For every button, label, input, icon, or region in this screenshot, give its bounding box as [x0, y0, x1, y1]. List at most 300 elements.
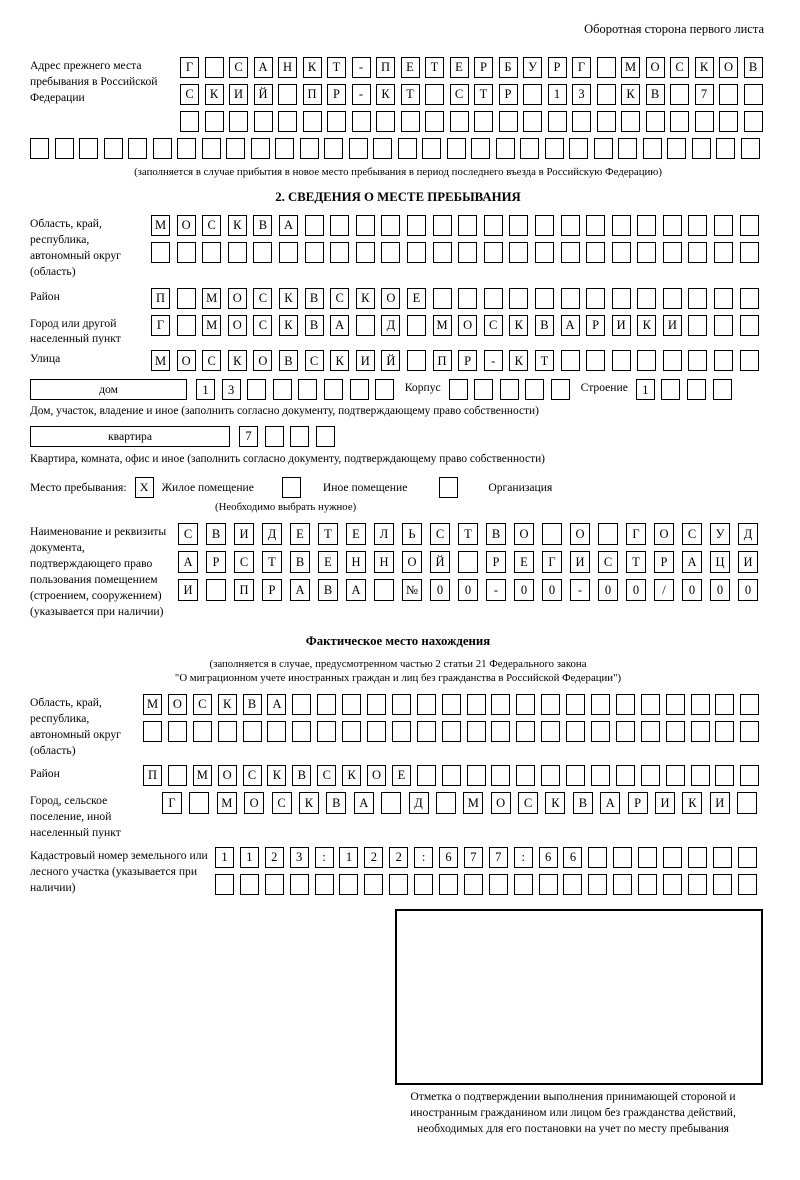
char-cell[interactable]: О [570, 523, 590, 545]
char-cell[interactable]: А [600, 792, 620, 814]
char-cell[interactable] [364, 874, 383, 895]
char-cell[interactable] [254, 111, 273, 132]
char-cell[interactable]: О [228, 315, 247, 336]
char-cell[interactable] [535, 242, 554, 263]
char-cell[interactable] [305, 215, 324, 236]
char-cell[interactable]: Б [499, 57, 518, 78]
char-cell[interactable] [637, 350, 656, 371]
char-cell[interactable] [218, 721, 237, 742]
char-cell[interactable] [509, 288, 528, 309]
char-cell[interactable] [464, 874, 483, 895]
char-cell[interactable]: К [228, 215, 247, 236]
char-cell[interactable]: О [228, 288, 247, 309]
char-cell[interactable]: В [243, 694, 262, 715]
char-cell[interactable]: Н [374, 551, 394, 573]
char-cell[interactable] [663, 350, 682, 371]
char-cell[interactable] [598, 523, 618, 545]
char-cell[interactable]: П [234, 579, 254, 601]
char-cell[interactable] [168, 765, 187, 786]
char-cell[interactable] [442, 694, 461, 715]
char-cell[interactable]: 0 [542, 579, 562, 601]
char-cell[interactable]: Д [409, 792, 429, 814]
char-cell[interactable] [433, 215, 452, 236]
char-cell[interactable] [228, 242, 247, 263]
char-cell[interactable]: 0 [710, 579, 730, 601]
char-cell[interactable]: М [202, 315, 221, 336]
char-cell[interactable] [516, 694, 535, 715]
char-cell[interactable] [638, 874, 657, 895]
char-cell[interactable]: С [682, 523, 702, 545]
char-cell[interactable] [541, 694, 560, 715]
char-cell[interactable]: К [267, 765, 286, 786]
char-cell[interactable] [30, 138, 49, 159]
char-cell[interactable] [687, 379, 706, 400]
char-cell[interactable] [667, 138, 686, 159]
char-cell[interactable] [561, 242, 580, 263]
char-cell[interactable] [646, 111, 665, 132]
char-cell[interactable] [278, 84, 297, 105]
char-cell[interactable]: Д [262, 523, 282, 545]
char-cell[interactable]: О [719, 57, 738, 78]
char-cell[interactable] [177, 138, 196, 159]
char-cell[interactable] [688, 315, 707, 336]
char-cell[interactable]: 3 [572, 84, 591, 105]
char-cell[interactable] [458, 242, 477, 263]
char-cell[interactable]: О [177, 215, 196, 236]
char-cell[interactable] [374, 579, 394, 601]
char-cell[interactable] [467, 721, 486, 742]
char-cell[interactable]: О [253, 350, 272, 371]
char-cell[interactable] [616, 721, 635, 742]
char-cell[interactable]: П [433, 350, 452, 371]
char-cell[interactable] [151, 242, 170, 263]
char-cell[interactable]: К [205, 84, 224, 105]
char-cell[interactable] [612, 215, 631, 236]
char-cell[interactable] [425, 84, 444, 105]
char-cell[interactable] [551, 379, 570, 400]
char-cell[interactable] [317, 721, 336, 742]
char-cell[interactable]: Р [628, 792, 648, 814]
char-cell[interactable] [298, 379, 317, 400]
char-cell[interactable]: О [402, 551, 422, 573]
char-cell[interactable]: М [151, 215, 170, 236]
char-cell[interactable]: Р [548, 57, 567, 78]
char-cell[interactable] [79, 138, 98, 159]
char-cell[interactable]: 0 [598, 579, 618, 601]
char-cell[interactable]: 0 [458, 579, 478, 601]
char-cell[interactable]: Г [162, 792, 182, 814]
char-cell[interactable] [663, 242, 682, 263]
char-cell[interactable] [303, 111, 322, 132]
char-cell[interactable] [417, 721, 436, 742]
char-cell[interactable] [356, 315, 375, 336]
char-cell[interactable] [417, 765, 436, 786]
char-cell[interactable] [663, 847, 682, 868]
char-cell[interactable] [265, 426, 284, 447]
char-cell[interactable]: Е [318, 551, 338, 573]
char-cell[interactable] [292, 721, 311, 742]
char-cell[interactable] [566, 721, 585, 742]
char-cell[interactable] [449, 379, 468, 400]
char-cell[interactable] [324, 138, 343, 159]
char-cell[interactable]: О [458, 315, 477, 336]
char-cell[interactable] [688, 847, 707, 868]
char-cell[interactable]: В [535, 315, 554, 336]
char-cell[interactable]: А [682, 551, 702, 573]
char-cell[interactable] [597, 111, 616, 132]
char-cell[interactable]: 0 [626, 579, 646, 601]
char-cell[interactable] [586, 215, 605, 236]
char-cell[interactable]: В [206, 523, 226, 545]
char-cell[interactable]: 7 [695, 84, 714, 105]
char-cell[interactable]: М [202, 288, 221, 309]
char-cell[interactable] [205, 111, 224, 132]
char-cell[interactable] [474, 379, 493, 400]
char-cell[interactable] [695, 111, 714, 132]
char-cell[interactable]: К [279, 288, 298, 309]
char-cell[interactable] [342, 694, 361, 715]
char-cell[interactable]: Е [450, 57, 469, 78]
char-cell[interactable]: Е [407, 288, 426, 309]
char-cell[interactable] [542, 523, 562, 545]
char-cell[interactable]: Е [290, 523, 310, 545]
char-cell[interactable]: 0 [430, 579, 450, 601]
char-cell[interactable]: О [367, 765, 386, 786]
char-cell[interactable]: 7 [239, 426, 258, 447]
char-cell[interactable] [638, 847, 657, 868]
char-cell[interactable] [265, 874, 284, 895]
char-cell[interactable]: Л [374, 523, 394, 545]
char-cell[interactable] [566, 765, 585, 786]
char-cell[interactable] [215, 874, 234, 895]
char-cell[interactable] [714, 350, 733, 371]
char-cell[interactable] [367, 721, 386, 742]
char-cell[interactable]: Е [514, 551, 534, 573]
char-cell[interactable] [350, 379, 369, 400]
char-cell[interactable]: Р [458, 350, 477, 371]
char-cell[interactable]: С [234, 551, 254, 573]
char-cell[interactable]: В [253, 215, 272, 236]
char-cell[interactable]: Е [346, 523, 366, 545]
char-cell[interactable]: К [279, 315, 298, 336]
char-cell[interactable]: К [695, 57, 714, 78]
char-cell[interactable] [474, 111, 493, 132]
char-cell[interactable] [398, 138, 417, 159]
char-cell[interactable]: М [143, 694, 162, 715]
char-cell[interactable]: П [303, 84, 322, 105]
checkbox-other-premises[interactable] [282, 477, 301, 498]
char-cell[interactable]: В [486, 523, 506, 545]
char-cell[interactable] [744, 111, 763, 132]
char-cell[interactable]: О [654, 523, 674, 545]
char-cell[interactable] [442, 721, 461, 742]
char-cell[interactable]: С [253, 315, 272, 336]
char-cell[interactable]: С [202, 215, 221, 236]
char-cell[interactable] [491, 694, 510, 715]
char-cell[interactable] [381, 792, 401, 814]
char-cell[interactable]: С [178, 523, 198, 545]
char-cell[interactable] [545, 138, 564, 159]
char-cell[interactable]: Р [327, 84, 346, 105]
char-cell[interactable] [484, 215, 503, 236]
char-cell[interactable] [305, 242, 324, 263]
char-cell[interactable] [612, 288, 631, 309]
char-cell[interactable] [744, 84, 763, 105]
char-cell[interactable] [738, 847, 757, 868]
char-cell[interactable] [153, 138, 172, 159]
char-cell[interactable]: Т [318, 523, 338, 545]
char-cell[interactable]: И [570, 551, 590, 573]
char-cell[interactable] [714, 288, 733, 309]
char-cell[interactable] [523, 111, 542, 132]
char-cell[interactable] [471, 138, 490, 159]
char-cell[interactable]: Г [542, 551, 562, 573]
char-cell[interactable] [407, 315, 426, 336]
char-cell[interactable] [643, 138, 662, 159]
char-cell[interactable]: В [290, 551, 310, 573]
char-cell[interactable] [330, 215, 349, 236]
char-cell[interactable]: О [381, 288, 400, 309]
char-cell[interactable]: 1 [548, 84, 567, 105]
char-cell[interactable]: Г [180, 57, 199, 78]
char-cell[interactable] [616, 694, 635, 715]
char-cell[interactable]: С [253, 288, 272, 309]
char-cell[interactable]: Г [572, 57, 591, 78]
char-cell[interactable]: Н [346, 551, 366, 573]
char-cell[interactable]: О [168, 694, 187, 715]
char-cell[interactable] [740, 215, 759, 236]
char-cell[interactable]: 2 [364, 847, 383, 868]
char-cell[interactable] [740, 765, 759, 786]
char-cell[interactable] [591, 765, 610, 786]
char-cell[interactable]: А [354, 792, 374, 814]
char-cell[interactable] [251, 138, 270, 159]
char-cell[interactable]: 1 [636, 379, 655, 400]
char-cell[interactable] [618, 138, 637, 159]
checkbox-organization[interactable] [439, 477, 458, 498]
char-cell[interactable] [713, 379, 732, 400]
char-cell[interactable] [407, 350, 426, 371]
char-cell[interactable]: У [710, 523, 730, 545]
char-cell[interactable]: Т [425, 57, 444, 78]
char-cell[interactable] [229, 111, 248, 132]
char-cell[interactable]: С [317, 765, 336, 786]
char-cell[interactable]: И [178, 579, 198, 601]
char-cell[interactable]: № [402, 579, 422, 601]
char-cell[interactable] [177, 288, 196, 309]
char-cell[interactable] [715, 721, 734, 742]
char-cell[interactable] [740, 350, 759, 371]
char-cell[interactable]: М [151, 350, 170, 371]
char-cell[interactable]: Т [626, 551, 646, 573]
char-cell[interactable] [715, 765, 734, 786]
char-cell[interactable] [442, 765, 461, 786]
char-cell[interactable]: 3 [222, 379, 241, 400]
char-cell[interactable] [535, 215, 554, 236]
char-cell[interactable] [267, 721, 286, 742]
char-cell[interactable]: С [193, 694, 212, 715]
char-cell[interactable]: 2 [265, 847, 284, 868]
char-cell[interactable] [290, 426, 309, 447]
char-cell[interactable] [691, 765, 710, 786]
char-cell[interactable] [740, 242, 759, 263]
char-cell[interactable] [591, 694, 610, 715]
char-cell[interactable] [467, 694, 486, 715]
char-cell[interactable] [376, 111, 395, 132]
char-cell[interactable] [327, 111, 346, 132]
char-cell[interactable]: М [621, 57, 640, 78]
char-cell[interactable] [691, 721, 710, 742]
char-cell[interactable]: К [228, 350, 247, 371]
char-cell[interactable] [177, 242, 196, 263]
char-cell[interactable] [189, 792, 209, 814]
char-cell[interactable] [491, 765, 510, 786]
char-cell[interactable]: Р [474, 57, 493, 78]
char-cell[interactable]: 1 [339, 847, 358, 868]
char-cell[interactable] [315, 874, 334, 895]
char-cell[interactable] [541, 721, 560, 742]
char-cell[interactable]: И [738, 551, 758, 573]
char-cell[interactable] [392, 694, 411, 715]
char-cell[interactable]: О [177, 350, 196, 371]
char-cell[interactable]: Е [392, 765, 411, 786]
char-cell[interactable]: С [430, 523, 450, 545]
char-cell[interactable] [716, 138, 735, 159]
char-cell[interactable]: / [654, 579, 674, 601]
char-cell[interactable] [688, 874, 707, 895]
char-cell[interactable] [55, 138, 74, 159]
char-cell[interactable]: И [229, 84, 248, 105]
char-cell[interactable]: Т [474, 84, 493, 105]
char-cell[interactable] [401, 111, 420, 132]
char-cell[interactable] [637, 215, 656, 236]
char-cell[interactable]: А [561, 315, 580, 336]
char-cell[interactable]: И [710, 792, 730, 814]
char-cell[interactable]: 3 [290, 847, 309, 868]
char-cell[interactable] [202, 138, 221, 159]
char-cell[interactable] [641, 694, 660, 715]
char-cell[interactable]: 1 [196, 379, 215, 400]
char-cell[interactable] [666, 765, 685, 786]
char-cell[interactable]: Р [654, 551, 674, 573]
char-cell[interactable] [509, 242, 528, 263]
char-cell[interactable]: П [143, 765, 162, 786]
char-cell[interactable] [128, 138, 147, 159]
char-cell[interactable]: Р [262, 579, 282, 601]
char-cell[interactable] [714, 215, 733, 236]
char-cell[interactable] [719, 111, 738, 132]
char-cell[interactable] [539, 874, 558, 895]
char-cell[interactable] [356, 215, 375, 236]
char-cell[interactable]: М [433, 315, 452, 336]
char-cell[interactable]: С [598, 551, 618, 573]
char-cell[interactable] [713, 847, 732, 868]
char-cell[interactable] [616, 765, 635, 786]
char-cell[interactable] [541, 765, 560, 786]
char-cell[interactable]: 6 [539, 847, 558, 868]
char-cell[interactable] [670, 111, 689, 132]
char-cell[interactable]: - [352, 84, 371, 105]
char-cell[interactable] [666, 721, 685, 742]
char-cell[interactable]: О [491, 792, 511, 814]
char-cell[interactable]: 1 [240, 847, 259, 868]
char-cell[interactable]: А [346, 579, 366, 601]
char-cell[interactable]: Т [327, 57, 346, 78]
char-cell[interactable] [226, 138, 245, 159]
char-cell[interactable]: А [330, 315, 349, 336]
char-cell[interactable] [381, 215, 400, 236]
char-cell[interactable]: Ь [402, 523, 422, 545]
char-cell[interactable]: С [202, 350, 221, 371]
char-cell[interactable] [356, 242, 375, 263]
char-cell[interactable] [273, 379, 292, 400]
char-cell[interactable] [613, 847, 632, 868]
char-cell[interactable]: Й [430, 551, 450, 573]
char-cell[interactable] [525, 379, 544, 400]
char-cell[interactable] [407, 242, 426, 263]
char-cell[interactable] [569, 138, 588, 159]
char-cell[interactable] [417, 694, 436, 715]
char-cell[interactable] [300, 138, 319, 159]
char-cell[interactable]: К [682, 792, 702, 814]
char-cell[interactable] [666, 694, 685, 715]
char-cell[interactable] [352, 111, 371, 132]
char-cell[interactable] [586, 288, 605, 309]
char-cell[interactable] [688, 288, 707, 309]
char-cell[interactable]: В [305, 288, 324, 309]
char-cell[interactable] [714, 315, 733, 336]
char-cell[interactable] [278, 111, 297, 132]
char-cell[interactable] [520, 138, 539, 159]
char-cell[interactable] [447, 138, 466, 159]
char-cell[interactable]: Й [381, 350, 400, 371]
char-cell[interactable]: С [305, 350, 324, 371]
char-cell[interactable] [205, 57, 224, 78]
char-cell[interactable] [714, 242, 733, 263]
char-cell[interactable] [450, 111, 469, 132]
char-cell[interactable]: К [218, 694, 237, 715]
char-cell[interactable]: 0 [738, 579, 758, 601]
char-cell[interactable] [637, 242, 656, 263]
char-cell[interactable]: О [244, 792, 264, 814]
char-cell[interactable]: П [151, 288, 170, 309]
char-cell[interactable] [316, 426, 335, 447]
char-cell[interactable]: С [484, 315, 503, 336]
char-cell[interactable]: И [612, 315, 631, 336]
char-cell[interactable]: Н [278, 57, 297, 78]
char-cell[interactable]: О [514, 523, 534, 545]
char-cell[interactable]: Р [486, 551, 506, 573]
char-cell[interactable] [324, 379, 343, 400]
char-cell[interactable] [389, 874, 408, 895]
char-cell[interactable] [317, 694, 336, 715]
char-cell[interactable] [202, 242, 221, 263]
char-cell[interactable] [484, 288, 503, 309]
char-cell[interactable] [561, 288, 580, 309]
char-cell[interactable]: Г [151, 315, 170, 336]
char-cell[interactable]: К [330, 350, 349, 371]
char-cell[interactable] [561, 350, 580, 371]
char-cell[interactable]: В [279, 350, 298, 371]
char-cell[interactable] [597, 84, 616, 105]
char-cell[interactable] [247, 379, 266, 400]
char-cell[interactable]: К [545, 792, 565, 814]
char-cell[interactable]: 7 [464, 847, 483, 868]
char-cell[interactable] [433, 288, 452, 309]
char-cell[interactable]: У [523, 57, 542, 78]
char-cell[interactable] [193, 721, 212, 742]
char-cell[interactable] [688, 350, 707, 371]
